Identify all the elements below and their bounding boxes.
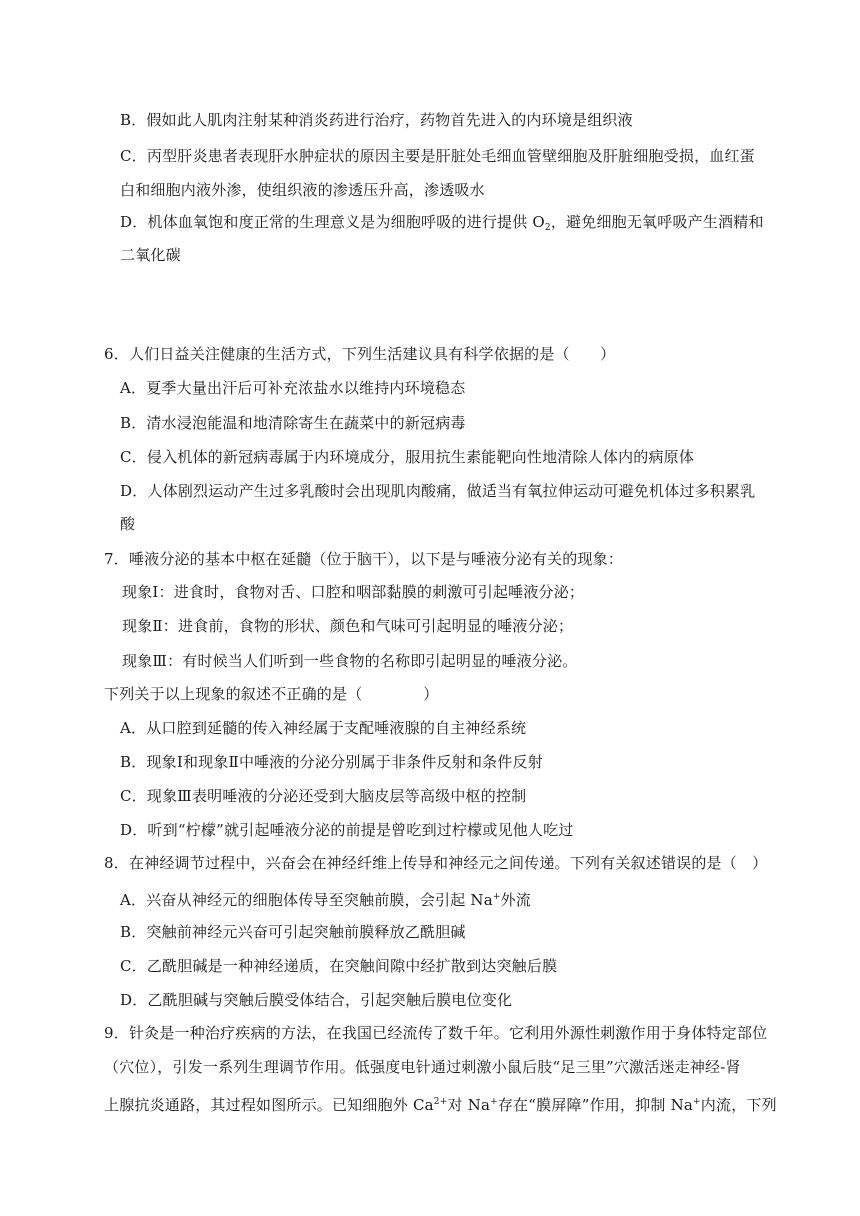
q9-line1: 9．针灸是一种治疗疾病的方法，在我国已经流传了数千年。它利用外源性刺激作用于身体特定部位: [104, 1024, 768, 1042]
q5-option-c-line1: C．丙型肝炎患者表现肝水肿症状的原因主要是肝脏处毛细血管壁细胞及肝脏细胞受损，血红蛋: [120, 147, 755, 165]
q8-option-c: C．乙酰胆碱是一种神经递质，在突触间隙中经扩散到达突触后膜: [120, 957, 558, 975]
q7-phenomenon-3: 现象Ⅲ：有时候当人们听到一些食物的名称即引起明显的唾液分泌。: [122, 652, 578, 670]
q6-option-d-line1: D．人体剧烈运动产生过多乳酸时会出现肌肉酸痛，做适当有氧拉伸运动可避免机体过多积累乳: [120, 482, 756, 500]
q6-option-d-line2: 酸: [120, 515, 136, 533]
q9-line3-text-b: 对 Na: [447, 1096, 491, 1114]
q5-option-d-line2: 二氧化碳: [120, 246, 181, 264]
q9-line3-superscript-3: +: [693, 1097, 701, 1107]
q8-option-a: [120, 887, 531, 910]
q7-stem: 7．唾液分泌的基本中枢在延髓（位于脑干），以下是与唾液分泌有关的现象：: [104, 550, 624, 568]
q5-option-d-subscript: 2: [544, 223, 551, 233]
q8-stem: 8．在神经调节过程中，兴奋会在神经纤维上传导和神经元之间传递。下列有关叙述错误的是（ ）: [104, 854, 768, 872]
q9-line3-superscript-1: 2+: [433, 1097, 448, 1107]
q5-option-b: B．假如此人肌肉注射某种消炎药进行治疗，药物首先进入的内环境是组织液: [120, 111, 633, 129]
q5-option-d-line1: [120, 212, 764, 238]
q9-line3-text-a: 上腺抗炎通路，其过程如图所示。已知细胞外 Ca: [104, 1096, 434, 1114]
q6-option-a: A．夏季大量出汗后可补充浓盐水以维持内环境稳态: [120, 379, 466, 397]
q8-option-a-superscript: +: [492, 892, 501, 902]
q8-option-d: D．乙酰胆碱与突触后膜受体结合，引起突触后膜电位变化: [120, 991, 513, 1009]
q9-line2: （穴位），引发一系列生理调节作用。低强度电针通过刺激小鼠后肢“足三里”穴激活迷走神经-肾: [104, 1058, 741, 1076]
q5-option-c-line2: 白和细胞内液外渗，使组织液的渗透压升高，渗透吸水: [120, 181, 485, 199]
q8-option-a-text-a: A．兴奋从神经元的细胞体传导至突触前膜，会引起 Na: [120, 891, 493, 909]
q8-option-b: B．突触前神经元兴奋可引起突触前膜释放乙酰胆碱: [120, 923, 466, 941]
q7-option-a: A．从口腔到延髓的传入神经属于支配唾液腺的自主神经系统: [120, 719, 527, 737]
q7-option-c: C．现象Ⅲ表明唾液的分泌还受到大脑皮层等高级中枢的控制: [120, 787, 527, 805]
q7-phenomenon-1: 现象Ⅰ：进食时，食物对舌、口腔和咽部黏膜的刺激可引起唾液分泌；: [122, 583, 585, 601]
q7-question: 下列关于以上现象的叙述不正确的是（ ）: [104, 685, 439, 703]
q8-option-a-text-b: 外流: [500, 891, 532, 909]
q9-line3-superscript-2: +: [490, 1097, 498, 1107]
q9-line3-text-c: 存在“膜屏障”作用，抑制 Na: [497, 1096, 694, 1114]
q5-option-d-text-b: ，避免细胞无氧呼吸产生酒精和: [550, 213, 764, 231]
q9-line3-text-d: 内流，下列: [700, 1096, 777, 1114]
q7-option-b: B．现象Ⅰ和现象Ⅱ中唾液的分泌分别属于非条件反射和条件反射: [120, 753, 543, 771]
q9-line3: [104, 1092, 777, 1115]
q6-stem: 6．人们日益关注健康的生活方式，下列生活建议具有科学依据的是（ ）: [104, 345, 616, 363]
q6-option-c: C．侵入机体的新冠病毒属于内环境成分，服用抗生素能靶向性地清除人体内的病原体: [120, 448, 695, 466]
q5-option-d-text-a: D．机体血氧饱和度正常的生理意义是为细胞呼吸的进行提供 O: [120, 213, 545, 231]
q6-option-b: B．清水浸泡能温和地清除寄生在蔬菜中的新冠病毒: [120, 414, 466, 432]
q7-option-d: D．听到“柠檬”就引起唾液分泌的前提是曾吃到过柠檬或见他人吃过: [120, 821, 574, 839]
q7-phenomenon-2: 现象Ⅱ：进食前，食物的形状、颜色和气味可引起明显的唾液分泌；: [122, 617, 574, 635]
